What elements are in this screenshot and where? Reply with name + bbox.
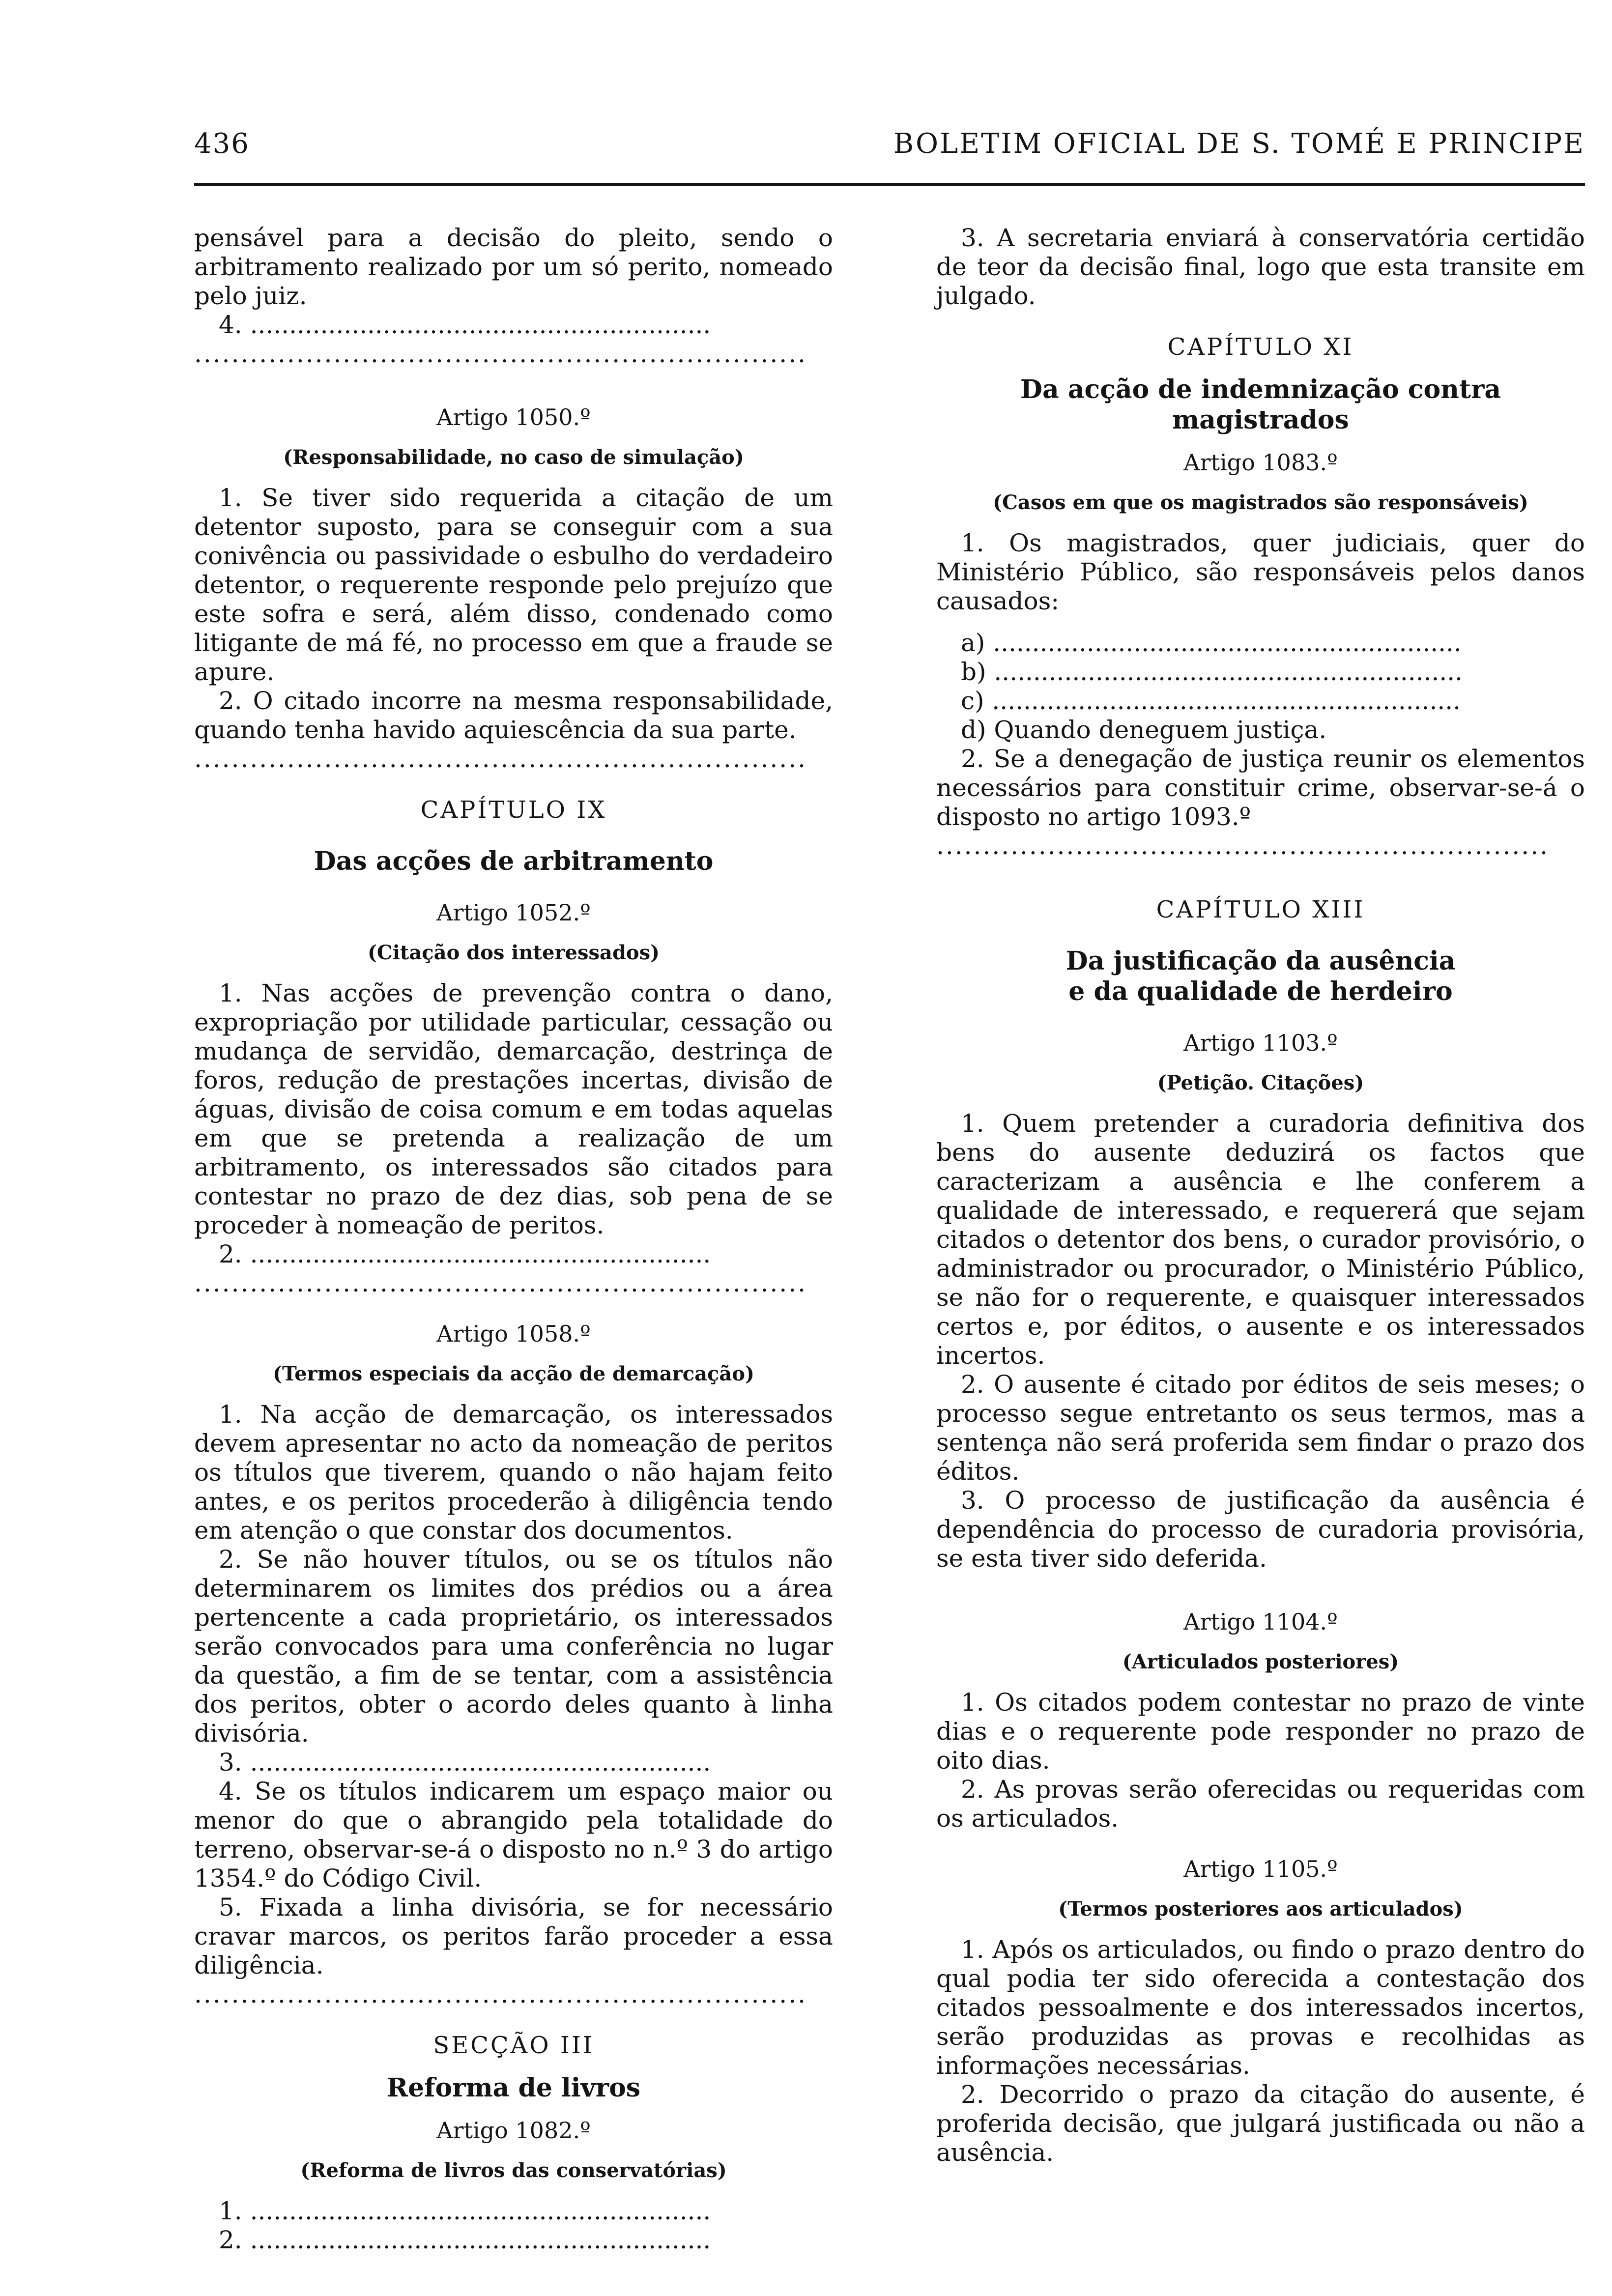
article-subject: (Casos em que os magistrados são responsáveis): [993, 491, 1528, 514]
ellipsis-line: ..................................................................: [194, 745, 807, 773]
chapter-label: CAPÍTULO IX: [420, 796, 607, 824]
article-title: Artigo 1083.º: [1183, 449, 1338, 476]
page-number: 436: [194, 128, 250, 160]
article-title: Artigo 1058.º: [436, 1320, 591, 1347]
omitted-item: 2. ...........................................................: [219, 2226, 711, 2254]
article-subject: (Termos posteriores aos articulados): [1058, 1897, 1463, 1921]
chapter-label: CAPÍTULO XIII: [1156, 896, 1365, 923]
paragraph: 2. O ausente é citado por éditos de seis meses; o processo segue entretanto os seus termos, mas a sentença não será proferida sem findar o prazo dos éditos.: [936, 1370, 1585, 1486]
chapter-label: CAPÍTULO XI: [1167, 333, 1354, 361]
list-item: a) ............................................................: [961, 629, 1462, 657]
list-item: b) ............................................................: [961, 658, 1463, 686]
section-title: Reforma de livros: [386, 2073, 641, 2103]
paragraph: pensável para a decisão do pleito, sendo o arbitramento realizado por um só perito, nomeado pelo juiz.: [194, 224, 833, 310]
ellipsis-line: ..................................................................: [936, 832, 1549, 860]
paragraph: 2. As provas serão oferecidas ou requeridas com os articulados.: [936, 1775, 1585, 1833]
omitted-item: 4. ...........................................................: [219, 311, 711, 339]
paragraph: 3. O processo de justificação da ausência é dependência do processo de curadoria provisória, se esta tiver sido deferida.: [936, 1486, 1585, 1573]
paragraph: 5. Fixada a linha divisória, se for necessário cravar marcos, os peritos farão proceder a essa diligência.: [194, 1893, 833, 1980]
page-header: [194, 128, 1585, 162]
paragraph: 2. Se a denegação de justiça reunir os elementos necessários para constituir crime, observar-se-á o disposto no artigo 1093.º: [936, 745, 1585, 831]
omitted-item: 3. ...........................................................: [219, 1748, 711, 1777]
article-subject: (Responsabilidade, no caso de simulação): [283, 446, 744, 469]
ellipsis-line: ..................................................................: [194, 340, 807, 368]
article-title: Artigo 1105.º: [1183, 1856, 1338, 1882]
paragraph: 1. Após os articulados, ou findo o prazo dentro do qual podia ter sido oferecida a contestação dos citados pessoalmente e dos interessados incertos, serão produzidas as provas e recolhidas as informações necessárias.: [936, 1935, 1585, 2080]
paragraph: 1. Se tiver sido requerida a citação de um detentor suposto, para se conseguir com a sua conivência ou passividade o esbulho do verdadeiro detentor, o requerente responde pelo prejuízo que este sofra e será, além disso, condenado como litigante de má fé, no processo em que a fraude se apure.: [194, 484, 833, 686]
paragraph: 1. Os citados podem contestar no prazo de vinte dias e o requerente pode responder no prazo de oito dias.: [936, 1688, 1585, 1775]
article-title: Artigo 1082.º: [436, 2117, 591, 2144]
chapter-title-line1: Da justificação da ausência: [1065, 946, 1456, 976]
publication-title: BOLETIM OFICIAL DE S. TOMÉ E PRINCIPE: [893, 128, 1585, 160]
omitted-item: 2. ...........................................................: [219, 1240, 711, 1268]
omitted-item: 1. ...........................................................: [219, 2197, 711, 2225]
chapter-title: Da acção de indemnização contra magistrados: [1020, 374, 1501, 435]
ellipsis-line: ..................................................................: [194, 1980, 807, 2009]
article-title: Artigo 1103.º: [1183, 1030, 1338, 1056]
paragraph: 1. Nas acções de prevenção contra o dano, expropriação por utilidade particular, cessação ou mudança de servidão, demarcação, destrinça de foros, redução de prestações incertas, divisão de águas, divisão de coisa comum e em todas aquelas em que se pretenda a realização de um arbitramento, os interessados são citados para contestar no prazo de dez dias, sob pena de se proceder à nomeação de peritos.: [194, 979, 833, 1239]
article-subject: (Termos especiais da acção de demarcação): [273, 1362, 754, 1385]
paragraph: 2. O citado incorre na mesma responsabilidade, quando tenha havido aquiescência da sua parte.: [194, 687, 833, 744]
article-subject: (Articulados posteriores): [1122, 1650, 1399, 1673]
paragraph: 1. Os magistrados, quer judiciais, quer do Ministério Público, são responsáveis pelos danos causados:: [936, 529, 1585, 615]
paragraph: 1. Na acção de demarcação, os interessados devem apresentar no acto da nomeação de peritos os títulos que tiverem, quando o não hajam feito antes, e os peritos procederão à diligência tendo em atenção o que constar dos documentos.: [194, 1400, 833, 1545]
paragraph: 1. Quem pretender a curadoria definitiva dos bens do ausente deduzirá os factos que caracterizam a ausência e lhe conferem a qualidade de interessado, e requererá que sejam citados o detentor dos bens, o curador provisório, o administrador ou procurador, o Ministério Público, se não for o requerente, e quaisquer interessados certos e, por éditos, o ausente e os interessados incertos.: [936, 1109, 1585, 1370]
paragraph: 4. Se os títulos indicarem um espaço maior ou menor do que o abrangido pela totalidade do terreno, observar-se-á o disposto no n.º 3 do artigo 1354.º do Código Civil.: [194, 1777, 833, 1893]
paragraph: 3. A secretaria enviará à conservatória certidão de teor da decisão final, logo que esta transite em julgado.: [936, 224, 1585, 310]
chapter-title: Das acções de arbitramento: [314, 846, 714, 876]
article-title: Artigo 1052.º: [436, 899, 591, 926]
left-column: [194, 224, 833, 2255]
article-title: Artigo 1104.º: [1183, 1608, 1338, 1635]
section-label: SECÇÃO III: [433, 2032, 594, 2059]
list-item: d) Quando deneguem justiça.: [961, 716, 1327, 744]
paragraph: 2. Decorrido o prazo da citação do ausente, é proferida decisão, que julgará justificada ou não a ausência.: [936, 2080, 1585, 2167]
header-rule: [194, 183, 1585, 186]
right-column: [936, 224, 1585, 2167]
paragraph: 2. Se não houver títulos, ou se os títulos não determinarem os limites dos prédios ou a área pertencente a cada proprietário, os interessados serão convocados para uma conferência no lugar da questão, a fim de se tentar, com a assistência dos peritos, obter o acordo deles quanto à linha divisória.: [194, 1545, 833, 1748]
chapter-title-line2: e da qualidade de herdeiro: [1068, 976, 1453, 1006]
article-subject: (Petição. Citações): [1157, 1071, 1364, 1094]
article-subject: (Reforma de livros das conservatórias): [300, 2159, 727, 2182]
ellipsis-line: ..................................................................: [194, 1269, 807, 1297]
article-title: Artigo 1050.º: [436, 404, 591, 430]
article-subject: (Citação dos interessados): [367, 941, 660, 964]
list-item: c) ............................................................: [961, 687, 1461, 715]
